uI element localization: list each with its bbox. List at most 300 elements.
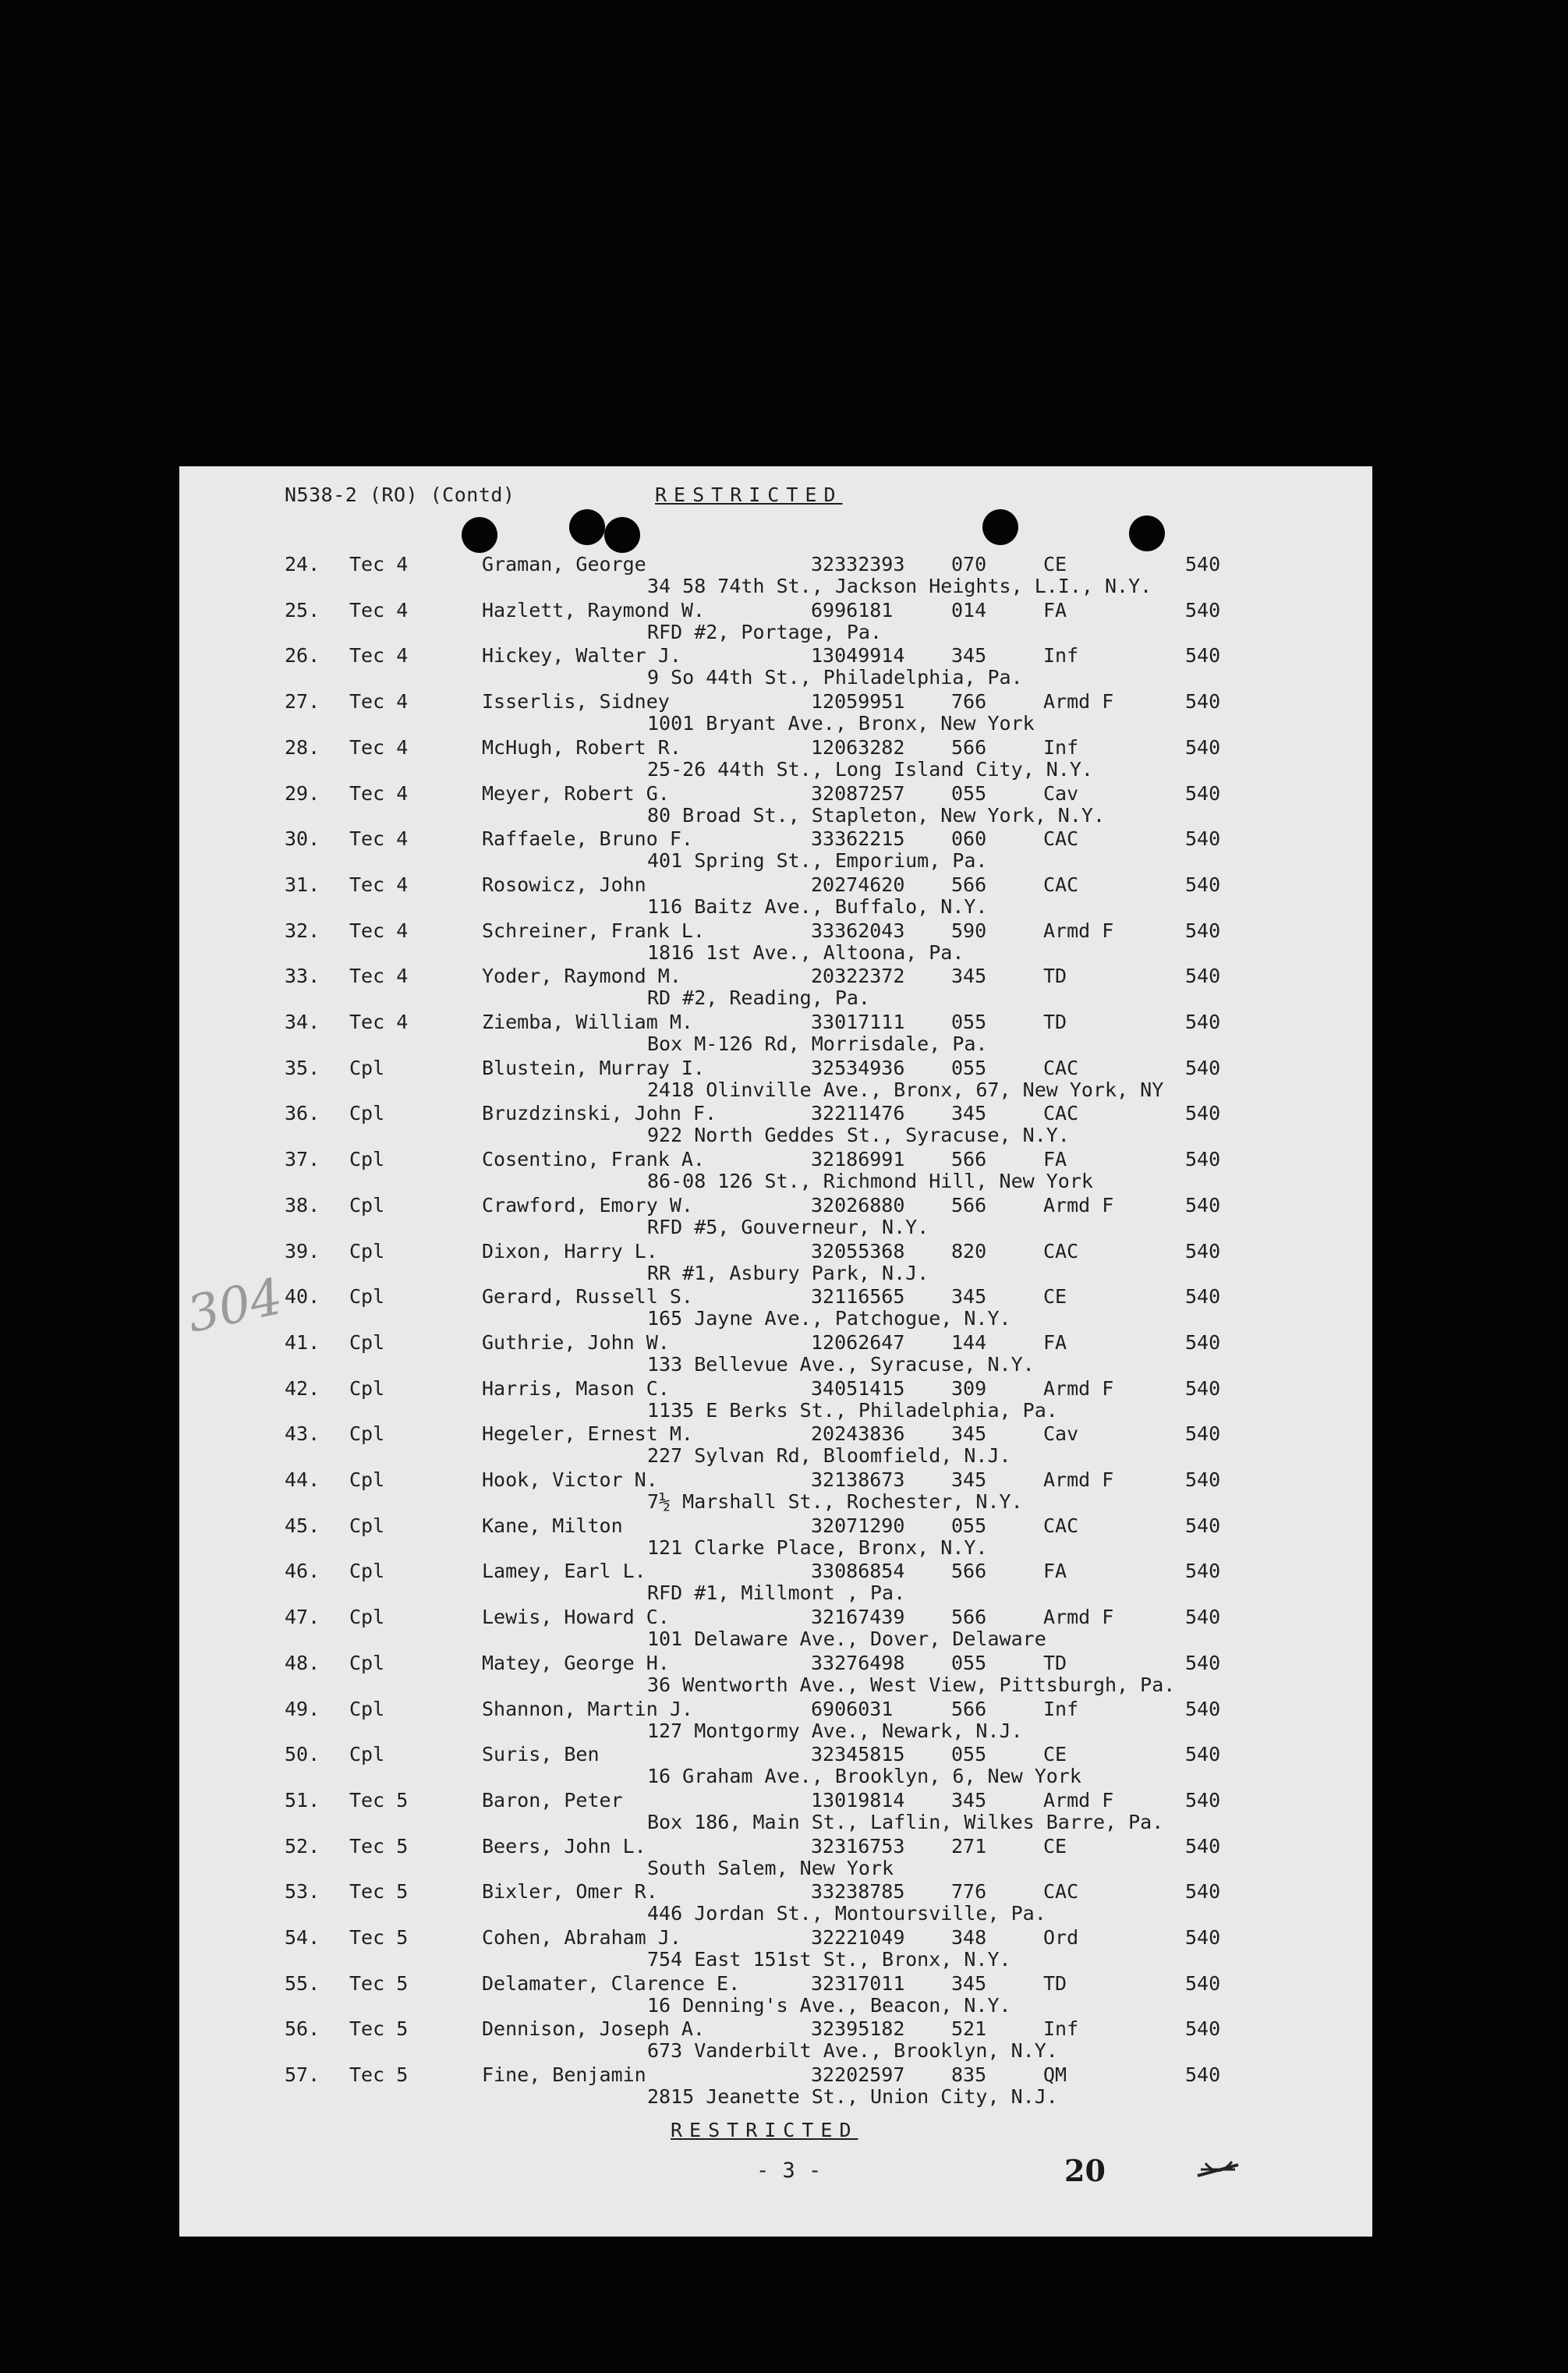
entry-code: 345 — [951, 1422, 987, 1446]
entry-number: 56. — [285, 2017, 320, 2041]
roster-entry — [179, 645, 1372, 690]
punch-hole — [982, 509, 1018, 545]
entry-number: 33. — [285, 965, 320, 988]
roster-entry — [179, 1332, 1372, 1377]
entry-address: South Salem, New York — [647, 1856, 894, 1879]
entry-code: 055 — [951, 1011, 987, 1033]
entry-name: Schreiner, Frank L. — [482, 919, 705, 942]
entry-name: Baron, Peter — [482, 1788, 623, 1812]
entry-name: Blustein, Murray I. — [482, 1056, 705, 1079]
entry-destination: 540 — [1185, 1971, 1221, 1995]
entry-rank: Cpl — [349, 1606, 385, 1629]
entry-branch: Armd F — [1043, 1606, 1114, 1629]
entry-address: 16 Denning's Ave., Beacon, N.Y. — [647, 1993, 1011, 2017]
entry-rank: Tec 4 — [349, 1011, 409, 1033]
roster-entry — [179, 1881, 1372, 1926]
entry-rank: Tec 4 — [349, 873, 409, 896]
entry-rank: Tec 5 — [349, 1971, 409, 1995]
entry-name: Lewis, Howard C. — [482, 1606, 670, 1629]
entry-destination: 540 — [1185, 1239, 1221, 1263]
entry-branch: CAC — [1043, 1056, 1079, 1079]
entry-serial-number: 32186991 — [811, 1148, 905, 1171]
entry-name: Suris, Ben — [482, 1743, 600, 1766]
entry-destination: 540 — [1185, 644, 1221, 668]
entry-name: Beers, John L. — [482, 1834, 646, 1858]
entry-code: 345 — [951, 965, 987, 988]
entry-address: 227 Sylvan Rd, Bloomfield, N.J. — [647, 1444, 1011, 1468]
entry-code: 566 — [951, 1560, 987, 1583]
entry-destination: 540 — [1185, 2017, 1221, 2041]
entry-code: 055 — [951, 1743, 987, 1766]
entry-branch: CAC — [1043, 1880, 1079, 1904]
entry-branch: FA — [1043, 1330, 1067, 1354]
entry-code: 566 — [951, 1697, 987, 1720]
entry-code: 566 — [951, 873, 987, 896]
entry-code: 060 — [951, 827, 987, 851]
entry-number: 47. — [285, 1606, 320, 1629]
entry-code: 055 — [951, 1651, 987, 1674]
entry-serial-number: 32167439 — [811, 1606, 905, 1629]
roster-entry — [179, 1652, 1372, 1698]
entry-address: 121 Clarke Place, Bronx, N.Y. — [647, 1535, 988, 1559]
entry-code: 055 — [951, 1514, 987, 1537]
entry-branch: CAC — [1043, 1514, 1079, 1537]
roster-entry — [179, 2018, 1372, 2063]
entry-number: 31. — [285, 873, 320, 896]
entry-rank: Tec 4 — [349, 644, 409, 668]
entry-rank: Tec 4 — [349, 598, 409, 622]
entry-name: Hook, Victor N. — [482, 1468, 658, 1491]
entry-branch: Inf — [1043, 735, 1079, 759]
entry-branch: QM — [1043, 2063, 1067, 2087]
entry-branch: CAC — [1043, 1102, 1079, 1125]
roster-entry — [179, 1423, 1372, 1468]
entry-destination: 540 — [1185, 690, 1221, 714]
entry-rank: Cpl — [349, 1285, 385, 1309]
entry-destination: 540 — [1185, 1651, 1221, 1674]
entry-code: 590 — [951, 919, 987, 942]
entry-code: 766 — [951, 690, 987, 714]
entry-number: 30. — [285, 827, 320, 851]
entry-name: McHugh, Robert R. — [482, 735, 681, 759]
entry-number: 36. — [285, 1102, 320, 1125]
entry-destination: 540 — [1185, 1743, 1221, 1766]
entry-rank: Tec 5 — [349, 1788, 409, 1812]
entry-serial-number: 33017111 — [811, 1011, 905, 1033]
roster-entry — [179, 1698, 1372, 1744]
entry-address: RFD #2, Portage, Pa. — [647, 620, 883, 643]
entry-destination: 540 — [1185, 1285, 1221, 1309]
entry-branch: FA — [1043, 1148, 1067, 1171]
entry-code: 345 — [951, 1102, 987, 1125]
roster-entry — [179, 1241, 1372, 1286]
entry-code: 521 — [951, 2017, 987, 2041]
entry-branch: Armd F — [1043, 1193, 1114, 1217]
entry-destination: 540 — [1185, 1834, 1221, 1858]
roster-entry — [179, 1011, 1372, 1057]
roster-entry — [179, 1378, 1372, 1423]
entry-serial-number: 20243836 — [811, 1422, 905, 1446]
entry-branch: CAC — [1043, 827, 1079, 851]
entry-branch: FA — [1043, 1560, 1067, 1583]
entry-branch: TD — [1043, 1011, 1067, 1033]
classification-header: RESTRICTED — [655, 483, 843, 506]
punch-hole — [462, 517, 497, 553]
entry-rank: Tec 4 — [349, 965, 409, 988]
entry-name: Hazlett, Raymond W. — [482, 598, 705, 622]
roster-entry — [179, 828, 1372, 873]
entry-rank: Tec 4 — [349, 735, 409, 759]
entry-serial-number: 20274620 — [811, 873, 905, 896]
entry-name: Kane, Milton — [482, 1514, 623, 1537]
roster-entry — [179, 1744, 1372, 1789]
roster-entry — [179, 1927, 1372, 1972]
roster-entry — [179, 1836, 1372, 1881]
entry-code: 271 — [951, 1834, 987, 1858]
entry-rank: Cpl — [349, 1330, 385, 1354]
entry-code: 345 — [951, 1788, 987, 1812]
entry-rank: Tec 4 — [349, 827, 409, 851]
entry-address: 116 Baitz Ave., Buffalo, N.Y. — [647, 894, 988, 918]
entry-destination: 540 — [1185, 919, 1221, 942]
entry-code: 345 — [951, 1468, 987, 1491]
entry-address: 36 Wentworth Ave., West View, Pittsburgh, Pa. — [647, 1673, 1176, 1696]
entry-address: 34 58 74th St., Jackson Heights, L.I., N.Y. — [647, 575, 1152, 597]
entry-number: 32. — [285, 919, 320, 942]
roster-entry — [179, 554, 1372, 599]
entry-destination: 540 — [1185, 781, 1221, 805]
entry-number: 48. — [285, 1651, 320, 1674]
handwritten-margin-note: 304 — [182, 1268, 288, 1344]
entry-number: 55. — [285, 1971, 320, 1995]
entry-destination: 540 — [1185, 1697, 1221, 1720]
entry-destination: 540 — [1185, 827, 1221, 851]
entry-number: 40. — [285, 1285, 320, 1309]
entry-serial-number: 34051415 — [811, 1376, 905, 1400]
entry-serial-number: 32055368 — [811, 1239, 905, 1263]
roster-entry — [179, 737, 1372, 782]
entry-serial-number: 32202597 — [811, 2063, 905, 2087]
entry-code: 566 — [951, 735, 987, 759]
entry-serial-number: 12063282 — [811, 735, 905, 759]
entry-address: 133 Bellevue Ave., Syracuse, N.Y. — [647, 1352, 1035, 1376]
entry-address: 754 East 151st St., Bronx, N.Y. — [647, 1948, 1011, 1971]
roster-entry — [179, 1195, 1372, 1240]
entry-address: 86-08 126 St., Richmond Hill, New York — [647, 1170, 1093, 1193]
entry-serial-number: 32087257 — [811, 781, 905, 805]
entry-code: 055 — [951, 781, 987, 805]
entry-code: 566 — [951, 1193, 987, 1217]
entry-code: 566 — [951, 1148, 987, 1171]
roster-entry — [179, 2064, 1372, 2109]
entry-address: 1816 1st Ave., Altoona, Pa. — [647, 940, 965, 964]
entry-rank: Tec 5 — [349, 1834, 409, 1858]
entry-name: Guthrie, John W. — [482, 1330, 670, 1354]
entry-serial-number: 33276498 — [811, 1651, 905, 1674]
roster-entry — [179, 600, 1372, 645]
entry-serial-number: 32071290 — [811, 1514, 905, 1537]
entry-rank: Tec 5 — [349, 1926, 409, 1949]
entry-number: 27. — [285, 690, 320, 714]
entry-serial-number: 13019814 — [811, 1788, 905, 1812]
entry-name: Rosowicz, John — [482, 873, 646, 896]
entry-code: 345 — [951, 1971, 987, 1995]
entry-name: Yoder, Raymond M. — [482, 965, 681, 988]
entry-rank: Tec 5 — [349, 2063, 409, 2087]
roster-entry — [179, 1057, 1372, 1103]
entry-address: 9 So 44th St., Philadelphia, Pa. — [647, 666, 1023, 689]
punch-hole — [604, 517, 640, 553]
entry-rank: Cpl — [349, 1102, 385, 1125]
roster-entry — [179, 920, 1372, 965]
entry-address: 165 Jayne Ave., Patchogue, N.Y. — [647, 1307, 1011, 1330]
entry-branch: CE — [1043, 1285, 1067, 1309]
entry-number: 41. — [285, 1330, 320, 1354]
roster-entry — [179, 874, 1372, 919]
entry-serial-number: 13049914 — [811, 644, 905, 668]
entry-code: 309 — [951, 1376, 987, 1400]
entry-serial-number: 32316753 — [811, 1834, 905, 1858]
entry-destination: 540 — [1185, 965, 1221, 988]
entry-serial-number: 6996181 — [811, 598, 894, 622]
entry-address: 1001 Bryant Ave., Bronx, New York — [647, 712, 1035, 735]
entry-rank: Tec 4 — [349, 919, 409, 942]
entry-serial-number: 33086854 — [811, 1560, 905, 1583]
entry-branch: CE — [1043, 1743, 1067, 1766]
entry-serial-number: 32345815 — [811, 1743, 905, 1766]
entry-name: Dennison, Joseph A. — [482, 2017, 705, 2041]
entry-name: Bixler, Omer R. — [482, 1880, 658, 1904]
entry-destination: 540 — [1185, 1926, 1221, 1949]
entry-rank: Cpl — [349, 1468, 385, 1491]
entry-branch: Inf — [1043, 644, 1079, 668]
entry-name: Matey, George H. — [482, 1651, 670, 1674]
entry-number: 57. — [285, 2063, 320, 2087]
entry-serial-number: 33362215 — [811, 827, 905, 851]
document-page — [179, 466, 1372, 2237]
entry-address: RFD #1, Millmont , Pa. — [647, 1581, 906, 1605]
roster-entry — [179, 1149, 1372, 1194]
punch-hole — [1129, 515, 1165, 551]
entry-number: 44. — [285, 1468, 320, 1491]
entry-destination: 540 — [1185, 1606, 1221, 1629]
entry-code: 345 — [951, 1285, 987, 1309]
entry-rank: Cpl — [349, 1148, 385, 1171]
entry-destination: 540 — [1185, 1056, 1221, 1079]
entry-destination: 540 — [1185, 2063, 1221, 2087]
crossed-out-mark — [1195, 2159, 1241, 2182]
entry-name: Gerard, Russell S. — [482, 1285, 693, 1309]
entry-address: 7½ Marshall St., Rochester, N.Y. — [647, 1490, 1023, 1513]
entry-name: Cohen, Abraham J. — [482, 1926, 681, 1949]
entry-number: 39. — [285, 1239, 320, 1263]
entry-address: RD #2, Reading, Pa. — [647, 986, 870, 1010]
entry-rank: Cpl — [349, 1651, 385, 1674]
entry-name: Delamater, Clarence E. — [482, 1971, 741, 1995]
entry-name: Fine, Benjamin — [482, 2063, 646, 2087]
entry-serial-number: 32317011 — [811, 1971, 905, 1995]
entry-destination: 540 — [1185, 598, 1221, 622]
entry-destination: 540 — [1185, 1788, 1221, 1812]
entry-number: 43. — [285, 1422, 320, 1446]
entry-branch: Cav — [1043, 781, 1079, 805]
entry-name: Bruzdzinski, John F. — [482, 1102, 717, 1125]
entry-address: 922 North Geddes St., Syracuse, N.Y. — [647, 1124, 1070, 1147]
entry-name: Raffaele, Bruno F. — [482, 827, 693, 851]
entry-rank: Tec 5 — [349, 1880, 409, 1904]
entry-address: Box 186, Main St., Laflin, Wilkes Barre, Pa. — [647, 1810, 1164, 1833]
entry-serial-number: 32221049 — [811, 1926, 905, 1949]
entry-number: 54. — [285, 1926, 320, 1949]
entry-rank: Cpl — [349, 1239, 385, 1263]
entry-rank: Cpl — [349, 1193, 385, 1217]
entry-number: 38. — [285, 1193, 320, 1217]
entry-name: Meyer, Robert G. — [482, 781, 670, 805]
entry-destination: 540 — [1185, 1514, 1221, 1537]
entry-number: 29. — [285, 781, 320, 805]
entry-number: 35. — [285, 1056, 320, 1079]
roster-entry — [179, 1606, 1372, 1652]
page-number: - 3 - — [756, 2159, 822, 2183]
entry-branch: Ord — [1043, 1926, 1079, 1949]
entry-number: 46. — [285, 1560, 320, 1583]
entry-destination: 540 — [1185, 1560, 1221, 1583]
entry-serial-number: 12062647 — [811, 1330, 905, 1354]
entry-address: 80 Broad St., Stapleton, New York, N.Y. — [647, 803, 1105, 827]
roster-entry — [179, 1103, 1372, 1148]
entry-address: 1135 E Berks St., Philadelphia, Pa. — [647, 1398, 1058, 1422]
entry-branch: Armd F — [1043, 690, 1114, 714]
entry-code: 014 — [951, 598, 987, 622]
entry-destination: 540 — [1185, 873, 1221, 896]
entry-number: 52. — [285, 1834, 320, 1858]
entry-number: 25. — [285, 598, 320, 622]
entry-serial-number: 32395182 — [811, 2017, 905, 2041]
entry-name: Shannon, Martin J. — [482, 1697, 693, 1720]
handwritten-number: 20 — [1064, 2153, 1106, 2188]
entry-rank: Tec 4 — [349, 553, 409, 576]
entry-address: RFD #5, Gouverneur, N.Y. — [647, 1215, 929, 1238]
entry-address: 2418 Olinville Ave., Bronx, 67, New York, NY — [647, 1078, 1164, 1101]
entry-branch: TD — [1043, 1651, 1067, 1674]
entry-serial-number: 33238785 — [811, 1880, 905, 1904]
entry-serial-number: 32534936 — [811, 1056, 905, 1079]
entry-number: 34. — [285, 1011, 320, 1033]
entry-number: 26. — [285, 644, 320, 668]
entry-number: 28. — [285, 735, 320, 759]
entry-code: 776 — [951, 1880, 987, 1904]
entry-serial-number: 33362043 — [811, 919, 905, 942]
entry-serial-number: 32211476 — [811, 1102, 905, 1125]
classification-footer: RESTRICTED — [671, 2119, 858, 2141]
entry-branch: Armd F — [1043, 1788, 1114, 1812]
entry-rank: Cpl — [349, 1422, 385, 1446]
entry-branch: Cav — [1043, 1422, 1079, 1446]
entry-address: 446 Jordan St., Montoursville, Pa. — [647, 1902, 1046, 1925]
entry-branch: CE — [1043, 1834, 1067, 1858]
entry-destination: 540 — [1185, 1468, 1221, 1491]
entry-rank: Cpl — [349, 1697, 385, 1720]
entry-code: 070 — [951, 553, 987, 576]
entry-name: Hickey, Walter J. — [482, 644, 681, 668]
entry-number: 37. — [285, 1148, 320, 1171]
entry-serial-number: 32026880 — [811, 1193, 905, 1217]
entry-number: 42. — [285, 1376, 320, 1400]
entry-destination: 540 — [1185, 1011, 1221, 1033]
entry-address: 401 Spring St., Emporium, Pa. — [647, 849, 988, 873]
entry-branch: Inf — [1043, 2017, 1079, 2041]
entry-rank: Cpl — [349, 1376, 385, 1400]
entry-destination: 540 — [1185, 735, 1221, 759]
entry-name: Isserlis, Sidney — [482, 690, 670, 714]
entry-number: 51. — [285, 1788, 320, 1812]
entry-code: 144 — [951, 1330, 987, 1354]
entry-branch: Inf — [1043, 1697, 1079, 1720]
roster-entry — [179, 1973, 1372, 2018]
entry-destination: 540 — [1185, 1330, 1221, 1354]
entry-name: Crawford, Emory W. — [482, 1193, 693, 1217]
entry-branch: Armd F — [1043, 1376, 1114, 1400]
roster-entry — [179, 1560, 1372, 1606]
entry-address: 16 Graham Ave., Brooklyn, 6, New York — [647, 1765, 1081, 1788]
entry-rank: Tec 4 — [349, 781, 409, 805]
entry-destination: 540 — [1185, 1880, 1221, 1904]
roster-entry — [179, 1515, 1372, 1560]
entry-serial-number: 32332393 — [811, 553, 905, 576]
entry-address: 101 Delaware Ave., Dover, Delaware — [647, 1627, 1046, 1651]
roster-entry — [179, 965, 1372, 1011]
entry-code: 820 — [951, 1239, 987, 1263]
entry-address: 25-26 44th St., Long Island City, N.Y. — [647, 757, 1093, 781]
entry-branch: TD — [1043, 1971, 1067, 1995]
entry-branch: Armd F — [1043, 1468, 1114, 1491]
entry-serial-number: 12059951 — [811, 690, 905, 714]
entry-name: Lamey, Earl L. — [482, 1560, 646, 1583]
entry-name: Graman, George — [482, 553, 646, 576]
entry-branch: Armd F — [1043, 919, 1114, 942]
entry-name: Cosentino, Frank A. — [482, 1148, 705, 1171]
entry-name: Ziemba, William M. — [482, 1011, 693, 1033]
punch-hole — [569, 509, 605, 545]
roster-entry — [179, 691, 1372, 736]
entry-name: Dixon, Harry L. — [482, 1239, 658, 1263]
entry-destination: 540 — [1185, 1376, 1221, 1400]
entry-code: 345 — [951, 644, 987, 668]
roster-entry — [179, 1286, 1372, 1331]
document-reference: N538-2 (RO) (Contd) — [285, 483, 515, 506]
entry-code: 055 — [951, 1056, 987, 1079]
entry-branch: CAC — [1043, 1239, 1079, 1263]
entry-rank: Cpl — [349, 1514, 385, 1537]
entry-rank: Cpl — [349, 1743, 385, 1766]
entry-code: 835 — [951, 2063, 987, 2087]
entry-number: 45. — [285, 1514, 320, 1537]
entry-serial-number: 32116565 — [811, 1285, 905, 1309]
roster-entry — [179, 1469, 1372, 1514]
entry-serial-number: 6906031 — [811, 1697, 894, 1720]
entry-name: Hegeler, Ernest M. — [482, 1422, 693, 1446]
entry-destination: 540 — [1185, 1148, 1221, 1171]
roster-entry — [179, 783, 1372, 828]
entry-number: 24. — [285, 553, 320, 576]
entry-code: 348 — [951, 1926, 987, 1949]
entry-rank: Tec 4 — [349, 690, 409, 714]
entry-address: RR #1, Asbury Park, N.J. — [647, 1261, 929, 1284]
entry-destination: 540 — [1185, 1193, 1221, 1217]
entry-branch: FA — [1043, 598, 1067, 622]
entry-name: Harris, Mason C. — [482, 1376, 670, 1400]
entry-number: 53. — [285, 1880, 320, 1904]
